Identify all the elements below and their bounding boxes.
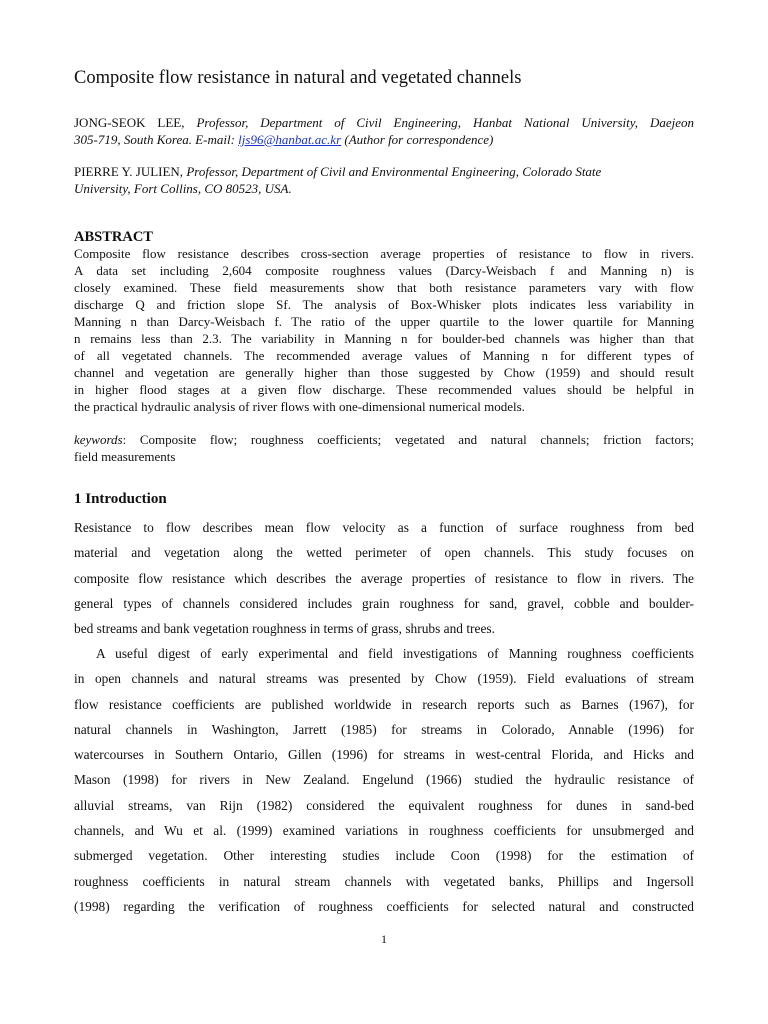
- abstract-line: Composite flow resistance describes cross-section average properties of resistance to flow in rivers.: [74, 246, 694, 261]
- author2-block: [74, 163, 694, 197]
- introduction-paragraph-1: [74, 515, 694, 641]
- abstract-heading: ABSTRACT: [74, 229, 153, 245]
- author2-affiliation-cont: University, Fort Collins, CO 80523, USA.: [74, 181, 292, 196]
- abstract-line: the practical hydraulic analysis of river flows with one-dimensional numerical models.: [74, 399, 525, 414]
- keywords-block: [74, 431, 694, 465]
- author1-note: (Author for correspondence): [344, 132, 494, 147]
- body-line: bed streams and bank vegetation roughness in terms of grass, shrubs and trees.: [74, 621, 495, 637]
- author1-affiliation-cont: 305-719, South Korea. E-mail:: [74, 132, 235, 147]
- abstract-line: A data set including 2,604 composite roughness values (Darcy-Weisbach f and Manning n) is: [74, 263, 694, 278]
- author2-name: PIERRE Y. JULIEN,: [74, 164, 184, 179]
- author1-email-link[interactable]: ljs96@hanbat.ac.kr: [238, 132, 342, 147]
- page-number: 1: [381, 932, 387, 946]
- body-line: Mason (1998) for rivers in New Zealand. Engelund (1966) studied the hydraulic resistance of: [74, 772, 694, 788]
- abstract-body: [74, 245, 694, 415]
- abstract-line: n remains less than 2.3. The variability in Manning n for boulder-bed channels was higher than that: [74, 331, 694, 346]
- body-line: submerged vegetation. Other interesting studies include Coon (1998) for the estimation of: [74, 848, 694, 864]
- body-line: material and vegetation along the wetted perimeter of open channels. This study focuses on: [74, 545, 694, 561]
- paper-title: Composite flow resistance in natural and vegetated channels: [74, 68, 522, 88]
- body-line: general types of channels considered includes grain roughness for sand, gravel, cobble and boulder-: [74, 595, 694, 611]
- abstract-line: Manning n than Darcy-Weisbach f. The ratio of the upper quartile to the lower quartile for Manning: [74, 314, 694, 329]
- body-line: natural channels in Washington, Jarrett (1985) for streams in Colorado, Annable (1996) for: [74, 721, 694, 737]
- body-line: watercourses in Southern Ontario, Gillen (1996) for streams in west-central Florida, and Hicks and: [74, 747, 694, 763]
- abstract-line: channel and vegetation are generally higher than those suggested by Chow (1959) and should result: [74, 365, 694, 380]
- body-line: channels, and Wu et al. (1999) examined variations in roughness coefficients for unsubmerged and: [74, 823, 694, 839]
- keywords-label: keywords: [74, 432, 123, 447]
- body-line: alluvial streams, van Rijn (1982) considered the equivalent roughness for dunes in sand-bed: [74, 797, 694, 813]
- body-line: Resistance to flow describes mean flow velocity as a function of surface roughness from bed: [74, 520, 694, 535]
- introduction-paragraph-2: [74, 641, 694, 919]
- keywords-text: : Composite flow; roughness coefficients; vegetated and natural channels; friction factors;: [122, 432, 694, 447]
- author1-affiliation: Professor, Department of Civil Engineering, Hanbat National University, Daejeon: [196, 115, 695, 130]
- body-line: roughness coefficients in natural stream channels with vegetated banks, Phillips and Ingersoll: [74, 873, 694, 889]
- abstract-line: discharge Q and friction slope Sf. The analysis of Box-Whisker plots indicates less variability in: [74, 297, 694, 312]
- abstract-line: of all vegetated channels. The recommended average values of Manning n for different types of: [74, 348, 694, 363]
- author1-name: JONG-SEOK LEE,: [74, 115, 185, 130]
- abstract-line: in higher flood stages at a given flow discharge. These recommended values should be helpful in: [74, 382, 694, 397]
- body-line: flow resistance coefficients are published worldwide in research reports such as Barnes (1967), for: [74, 696, 694, 712]
- author2-affiliation: Professor, Department of Civil and Environmental Engineering, Colorado State: [186, 164, 602, 179]
- body-line: (1998) regarding the verification of roughness coefficients for selected natural and constructed: [74, 898, 694, 914]
- author1-block: [74, 114, 694, 148]
- keywords-text-cont: field measurements: [74, 449, 176, 464]
- abstract-line: closely examined. These field measurements show that both resistance parameters vary with flow: [74, 280, 694, 295]
- body-line: composite flow resistance which describes the average properties of resistance to flow in rivers. The: [74, 570, 694, 586]
- body-line: A useful digest of early experimental and field investigations of Manning roughness coefficients: [96, 646, 694, 661]
- body-line: in open channels and natural streams was presented by Chow (1959). Field evaluations of stream: [74, 671, 694, 687]
- introduction-heading: 1 Introduction: [74, 491, 167, 507]
